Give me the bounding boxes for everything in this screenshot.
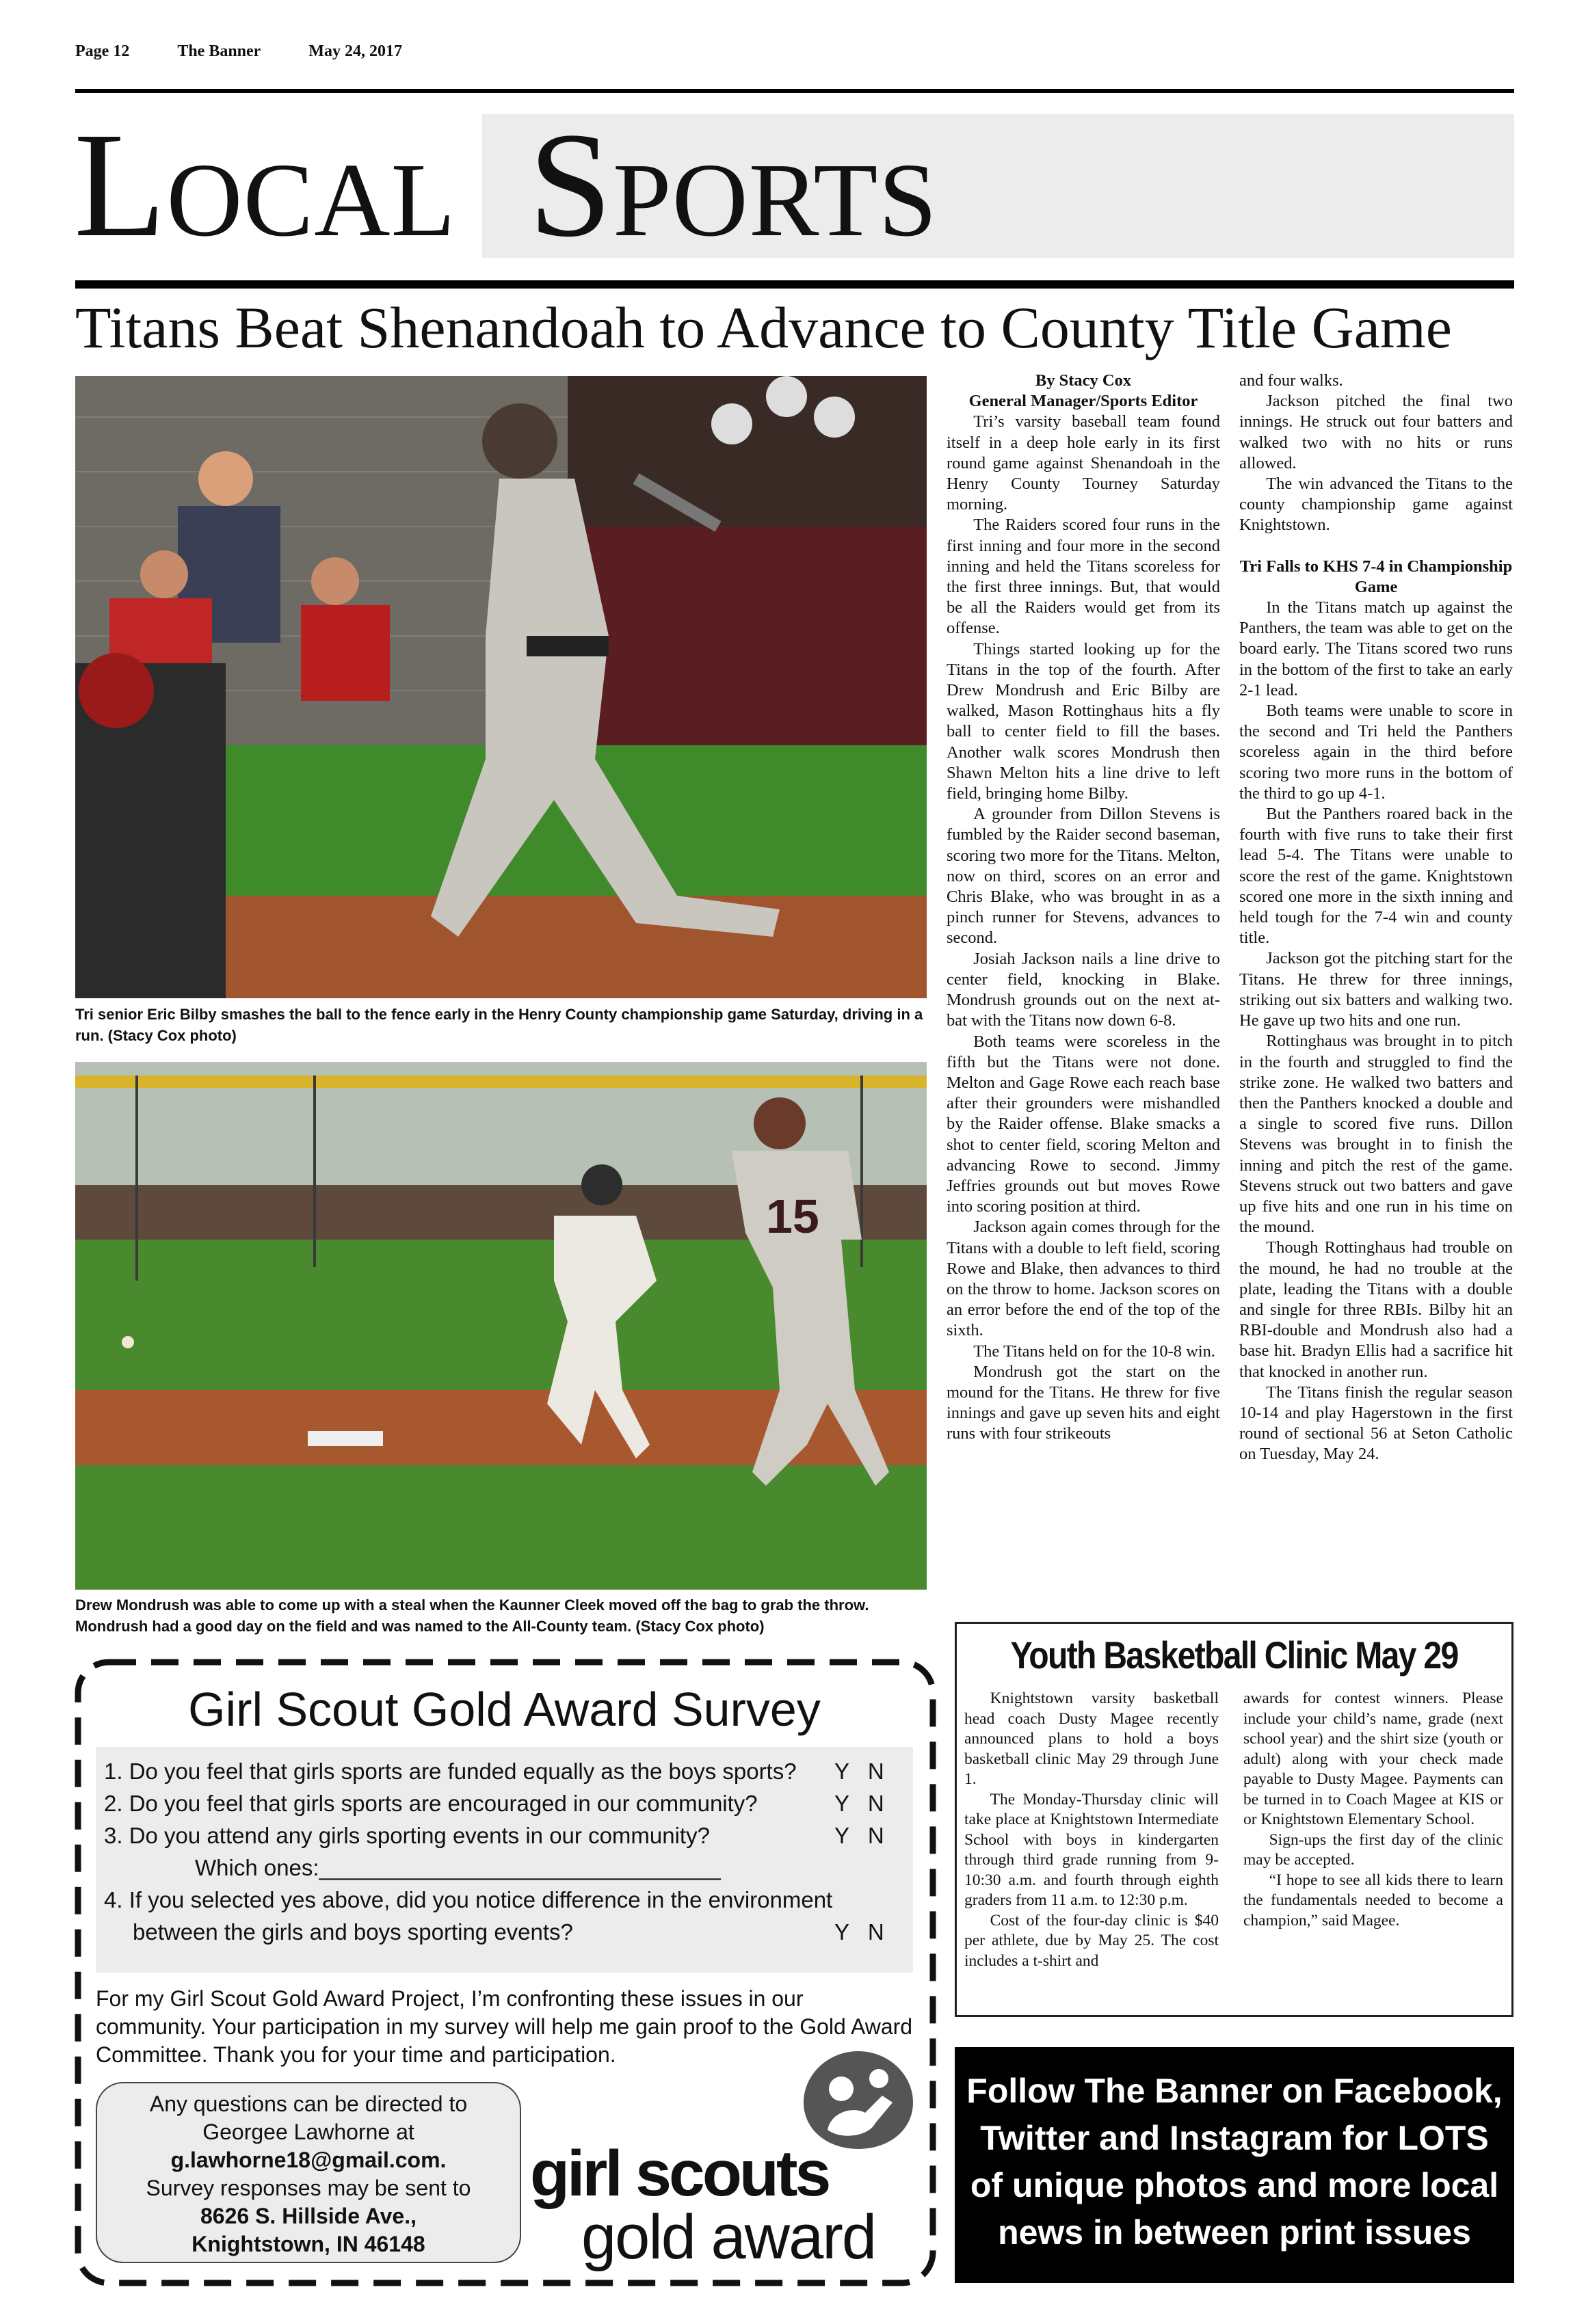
girl-scouts-trefoil-icon bbox=[800, 2048, 916, 2150]
promo-line: Follow The Banner on Facebook, bbox=[966, 2072, 1503, 2110]
survey-title: Girl Scout Gold Award Survey bbox=[188, 1683, 821, 1736]
survey-which-ones-line[interactable]: Which ones:________________________________ bbox=[195, 1855, 721, 1880]
article-column-1 bbox=[947, 371, 1220, 1445]
photo-caption-steal: Drew Mondrush was able to come up with a steal when the Kaunner Cleek moved off the bag to grab the throw. Mondrush had a good day on the field and was named to the All-County team. (Stacy Cox photo) bbox=[75, 1597, 869, 1635]
steal-illustration bbox=[75, 1062, 927, 1590]
survey-paragraph: For my Girl Scout Gold Award Project, I’m confronting these issues in our community. Your participation in my survey will help me gain proof to the Gold Award Committee. Thank you for your time and participation. bbox=[96, 1986, 913, 2067]
photo-caption-batter: Tri senior Eric Bilby smashes the ball to the fence early in the Henry County championship game Saturday, driving in a run. (Stacy Cox photo) bbox=[75, 1006, 923, 1044]
paragraph: Sign-ups the first day of the clinic may be accepted. bbox=[1243, 1830, 1503, 1869]
photo-steal bbox=[75, 1062, 927, 1590]
paragraph: Though Rottinghaus had trouble on the mound, he had no trouble at the plate, leading the Titans with a double and single for three RBIs. Bilby hit an RBI-double and Mondrush also had a base hit. Bradyn Ellis had a sacrifice hit that knocked in another run. bbox=[1239, 1238, 1513, 1381]
contact-line: Georgee Lawhorne at bbox=[202, 2120, 414, 2144]
yes-no-choice[interactable]: Y N bbox=[834, 1823, 884, 1848]
paragraph: Both teams were unable to score in the second and Tri held the Panthers scoreless again in the third before scoring two more runs in the bottom of the third to go up 4-1. bbox=[1239, 702, 1513, 803]
paragraph: In the Titans match up against the Panthers, the team was able to get on the board early. The Titans scored two runs in the bottom of the first to take an early 2-1 lead. bbox=[1239, 598, 1513, 699]
paragraph: The Monday-Thursday clinic will take place at Knightstown Intermediate School with boys in kindergarten through third grade running from 9-10:30 a.m. and fourth through eighth graders from 11 a.m. to 12:30 p.m. bbox=[964, 1790, 1219, 1909]
paragraph: Tri’s varsity baseball team found itself in a deep hole early in its first round game against Shenandoah in the Henry County Tourney Saturday morning. bbox=[947, 412, 1220, 514]
survey-question: 2. Do you feel that girls sports are encouraged in our community? bbox=[104, 1791, 758, 1816]
survey-question: 3. Do you attend any girls sporting events in our community? bbox=[104, 1823, 710, 1848]
yes-no-choice[interactable]: Y N bbox=[834, 1791, 884, 1816]
gold-award-logo-text: gold award bbox=[581, 2202, 876, 2272]
paragraph: Rottinghaus was brought in to pitch in the fourth and struggled to find the strike zone. He walked two batters and then the Panthers knocked a double and a single to scored five runs. Dillon Stevens was brought in to finish the inning and pitch the rest of the game. Stevens struck out two batters and gave up five hits and one run in his time on the mound. bbox=[1239, 1032, 1513, 1237]
survey-question: 4. If you selected yes above, did you notice difference in the environment bbox=[104, 1887, 833, 1912]
paragraph: But the Panthers roared back in the fourth with five runs to take their first lead 5-4. The Titans were unable to score the rest of the game. Knightstown scored one more in the sixth inning and held tough for the 7-4 win and county title. bbox=[1239, 805, 1513, 948]
promo-line: Twitter and Instagram for LOTS bbox=[980, 2119, 1489, 2157]
survey-contact-box bbox=[96, 2082, 521, 2263]
issue-date: May 24, 2017 bbox=[308, 42, 402, 60]
paragraph: Jackson pitched the final two innings. He struck out four batters and walked two with no hits or runs allowed. bbox=[1239, 392, 1513, 472]
paragraph: “I hope to see all kids there to learn the fundamentals needed to become a champion,” said Magee. bbox=[1243, 1871, 1503, 1929]
yes-no-choice[interactable]: Y N bbox=[834, 1759, 884, 1784]
paragraph: and four walks. bbox=[1239, 371, 1343, 390]
paragraph: Cost of the four-day clinic is $40 per athlete, due by May 25. The cost includes a t-shirt and bbox=[964, 1911, 1219, 1970]
top-rule bbox=[75, 89, 1514, 93]
paragraph: The Titans held on for the 10-8 win. bbox=[973, 1341, 1216, 1361]
yes-no-choice[interactable]: Y N bbox=[834, 1919, 884, 1945]
paragraph: awards for contest winners. Please include your child’s name, grade (next school year) and the shirt size (youth or adult) along with your check made payable to Dusty Magee. Payments can be turned in to Coach Magee at KIS or or Knightstown Elementary School. bbox=[1243, 1689, 1503, 1828]
article-column-2 bbox=[1239, 371, 1513, 1465]
paragraph: Jackson again comes through for the Titans with a double to left field, scoring Rowe and Blake, then advances to third on the throw to home. Jackson scores on an error before the end of the top of the sixth. bbox=[947, 1218, 1220, 1340]
paragraph: Mondrush got the start on the mound for the Titans. He threw for five innings and gave up seven hits and eight runs with four strikeouts bbox=[947, 1362, 1220, 1443]
contact-address: 8626 S. Hillside Ave., bbox=[200, 2204, 417, 2228]
article-subhead: Tri Falls to KHS 7-4 in Championship Game bbox=[1239, 557, 1513, 596]
contact-email[interactable]: g.lawhorne18@gmail.com. bbox=[170, 2148, 447, 2172]
paragraph: Knightstown varsity basketball head coach Dusty Magee recently announced plans to hold a boys basketball clinic May 29 through June 1. bbox=[964, 1689, 1219, 1788]
paragraph: The win advanced the Titans to the county championship game against Knightstown. bbox=[1239, 475, 1513, 535]
youth-column-1 bbox=[964, 1689, 1219, 1971]
masthead-word-sports: Sports bbox=[528, 101, 938, 268]
masthead-word-local: Local bbox=[74, 101, 456, 268]
section-masthead bbox=[74, 101, 938, 268]
paragraph: Josiah Jackson nails a line drive to center field, knocking in Blake. Mondrush grounds out on the next at-bat with the Titans now down 6-8. bbox=[947, 949, 1220, 1030]
jersey-number: 15 bbox=[766, 1190, 819, 1243]
paragraph: A grounder from Dillon Stevens is fumbled by the Raider second baseman, scoring two more for the Titans. Melton, now on third, scores on an error and Chris Blake, who was brought in as a pinch runner for Stevens, advances to second. bbox=[947, 805, 1220, 948]
paragraph: Jackson got the pitching start for the Titans. He threw for three innings, striking out six batters and walking two. He gave up two hits and one run. bbox=[1239, 949, 1513, 1030]
girl-scouts-logo-text: girl scouts bbox=[530, 2137, 829, 2210]
paragraph: Things started looking up for the Titans in the top of the fourth. After Drew Mondrush and Eric Bilby are walked, Mason Rottinghaus hits a fly ball to center field to fill the bases. Another walk scores Mondrush then Shawn Melton hits a line drive to left field, bringing home Bilby. bbox=[947, 639, 1220, 803]
contact-line: Survey responses may be sent to bbox=[146, 2176, 471, 2200]
batter-illustration bbox=[75, 376, 927, 998]
contact-address: Knightstown, IN 46148 bbox=[191, 2232, 425, 2256]
masthead-rule bbox=[75, 280, 1514, 289]
paragraph: Both teams were scoreless in the fifth but the Titans were not done. Melton and Gage Rowe each reach base after their grounders were mishandled by the Raider offense. Blake smacks a shot to center field, scoring Melton and advancing Rowe to second. Jimmy Jeffries grounds out but moves Rowe into scoring position at third. bbox=[947, 1032, 1220, 1216]
follow-banner-promo bbox=[955, 2047, 1514, 2283]
byline-name: By Stacy Cox bbox=[1035, 371, 1132, 390]
paragraph: The Raiders scored four runs in the first inning and four more in the second inning and held the Titans scoreless for the first three innings. But, that would be all the Raiders would get from its offense. bbox=[947, 516, 1220, 638]
byline-title: General Manager/Sports Editor bbox=[968, 392, 1198, 411]
photo-batter bbox=[75, 376, 927, 998]
paper-name: The Banner bbox=[177, 42, 261, 60]
survey-question-continued: between the girls and boys sporting events? bbox=[133, 1919, 573, 1945]
article-headline: Titans Beat Shenandoah to Advance to County Title Game bbox=[75, 295, 1452, 360]
paragraph: The Titans finish the regular season 10-14 and play Hagerstown in the first round of sectional 56 at Seton Catholic on Tuesday, May 24. bbox=[1239, 1383, 1513, 1464]
youth-clinic-title: Youth Basketball Clinic May 29 bbox=[1010, 1633, 1458, 1677]
youth-column-2 bbox=[1243, 1689, 1503, 1931]
folio bbox=[75, 42, 402, 61]
promo-line: news in between print issues bbox=[998, 2213, 1471, 2252]
promo-line: of unique photos and more local bbox=[970, 2166, 1499, 2204]
survey-question: 1. Do you feel that girls sports are funded equally as the boys sports? bbox=[104, 1759, 797, 1784]
page-number: Page 12 bbox=[75, 42, 130, 60]
contact-line: Any questions can be directed to bbox=[149, 2092, 468, 2116]
